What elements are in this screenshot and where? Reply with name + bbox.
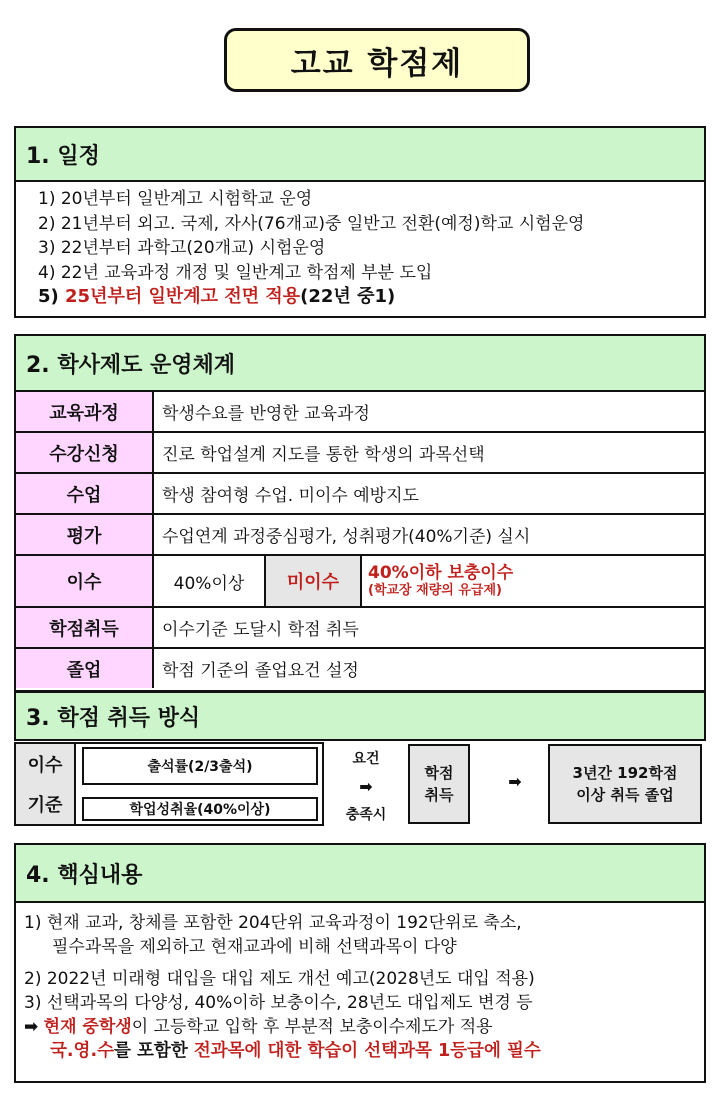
arrow-right-icon: ➡ <box>359 776 373 796</box>
list-item: 3) 22년부터 과학고(20개교) 시험운영 <box>38 238 326 258</box>
note-highlight: 현재 중학생 <box>43 1017 132 1037</box>
credit-earned-box <box>408 744 470 824</box>
attendance-criteria: 출석률(2/3출석) <box>82 747 318 785</box>
note-text: 를 포함한 <box>114 1041 194 1061</box>
note-line <box>24 1039 704 1063</box>
note-line <box>24 1015 704 1039</box>
page-title: 고교 학점제 <box>224 28 530 92</box>
key-points-list <box>16 903 704 1063</box>
graduation-line2: 이상 취득 졸업 <box>576 786 674 804</box>
table-row <box>16 392 704 433</box>
list-item: 4) 22년 교육과정 개정 및 일반계고 학점제 부분 도입 <box>38 262 433 283</box>
fail-sub: (학교장 재량의 유급제) <box>368 583 502 598</box>
criteria-label-top: 이수 <box>27 755 63 776</box>
fail-main: 40%이하 보충이수 <box>368 563 514 583</box>
row-label: 졸업 <box>16 649 154 688</box>
row-value: 진로 학업설계 지도를 통한 학생의 과목선택 <box>162 445 485 465</box>
table-row <box>16 608 704 649</box>
row-label: 수강신청 <box>16 433 154 472</box>
academic-system-heading: 2. 학사제도 운영체계 <box>16 336 704 392</box>
list-item: 1) 현재 교과, 창체를 포함한 204단위 교육과정이 192단위로 축소, <box>24 913 522 933</box>
table-row <box>16 474 704 515</box>
arrow-right-icon: ➡ <box>508 772 522 791</box>
fail-label: 미이수 <box>266 556 362 606</box>
row-value: 학점 기준의 졸업요건 설정 <box>162 661 359 681</box>
row-label: 평가 <box>16 515 154 554</box>
academic-system-section <box>14 334 706 692</box>
row-label: 수업 <box>16 474 154 513</box>
table-row <box>16 433 704 474</box>
condition-bottom: 충족시 <box>345 807 387 823</box>
table-row <box>16 649 704 688</box>
criteria-label <box>16 744 76 824</box>
row-label: 교육과정 <box>16 392 154 431</box>
key-points-section <box>14 843 706 1083</box>
credit-earned-line1: 학점 <box>424 764 454 782</box>
table-row <box>16 515 704 556</box>
fail-criteria <box>362 556 704 606</box>
list-item-continuation: 필수과목을 제외하고 현재교과에 비해 선택과목이 다양 <box>52 937 457 957</box>
criteria-label-bottom: 기준 <box>27 795 63 816</box>
list-item-highlight <box>38 285 704 310</box>
list-item: 3) 선택과목의 다양성, 40%이하 보충이수, 28년도 대입제도 변경 등 <box>24 993 533 1013</box>
key-points-heading: 4. 핵심내용 <box>16 845 704 903</box>
list-item: 2) 2022년 미래형 대입을 대입 제도 개선 예고(2028년도 대입 적용) <box>24 969 535 989</box>
schedule-heading: 1. 일정 <box>16 128 704 182</box>
row-value: 수업연계 과정중심평가, 성취평가(40%기준) 실시 <box>162 527 531 547</box>
arrow-right-icon: ➡ <box>24 1017 39 1037</box>
graduation-line1: 3년간 192학점 <box>572 764 678 782</box>
row-label: 이수 <box>16 556 154 606</box>
note-text: 이 고등학교 입학 후 부분적 보충이수제도가 적용 <box>131 1017 493 1037</box>
condition-top: 요건 <box>352 751 380 767</box>
completion-cells <box>154 556 704 606</box>
table-row-completion <box>16 556 704 608</box>
item5-suffix: (22년 중1) <box>300 286 396 307</box>
item5-highlight: 25년부터 일반계고 전면 적용 <box>65 286 301 307</box>
schedule-section <box>14 126 706 318</box>
schedule-list <box>16 182 704 310</box>
list-item: 2) 21년부터 외고. 국제, 자사(76개교)중 일반고 전환(예정)학교 시험운영 <box>38 213 585 234</box>
list-item: 1) 20년부터 일반계고 시험학교 운영 <box>38 189 313 209</box>
credit-method-heading: 3. 학점 취득 방식 <box>14 691 706 741</box>
achievement-criteria: 학업성취율(40%이상) <box>82 797 318 821</box>
credit-earned-line2: 취득 <box>424 786 454 804</box>
row-value: 이수기준 도달시 학점 취득 <box>162 620 359 640</box>
note-highlight: 국.영.수 <box>50 1041 115 1061</box>
item5-prefix: 5) <box>38 286 66 307</box>
row-value: 학생 참여형 수업. 미이수 예방지도 <box>162 486 419 506</box>
row-value: 학생수요를 반영한 교육과정 <box>162 404 370 424</box>
graduation-box <box>548 744 702 824</box>
condition-met <box>330 748 402 824</box>
row-label: 학점취득 <box>16 608 154 647</box>
pass-criteria: 40%이상 <box>154 556 266 606</box>
note-highlight: 전과목에 대한 학습이 선택과목 1등급에 필수 <box>193 1041 541 1061</box>
